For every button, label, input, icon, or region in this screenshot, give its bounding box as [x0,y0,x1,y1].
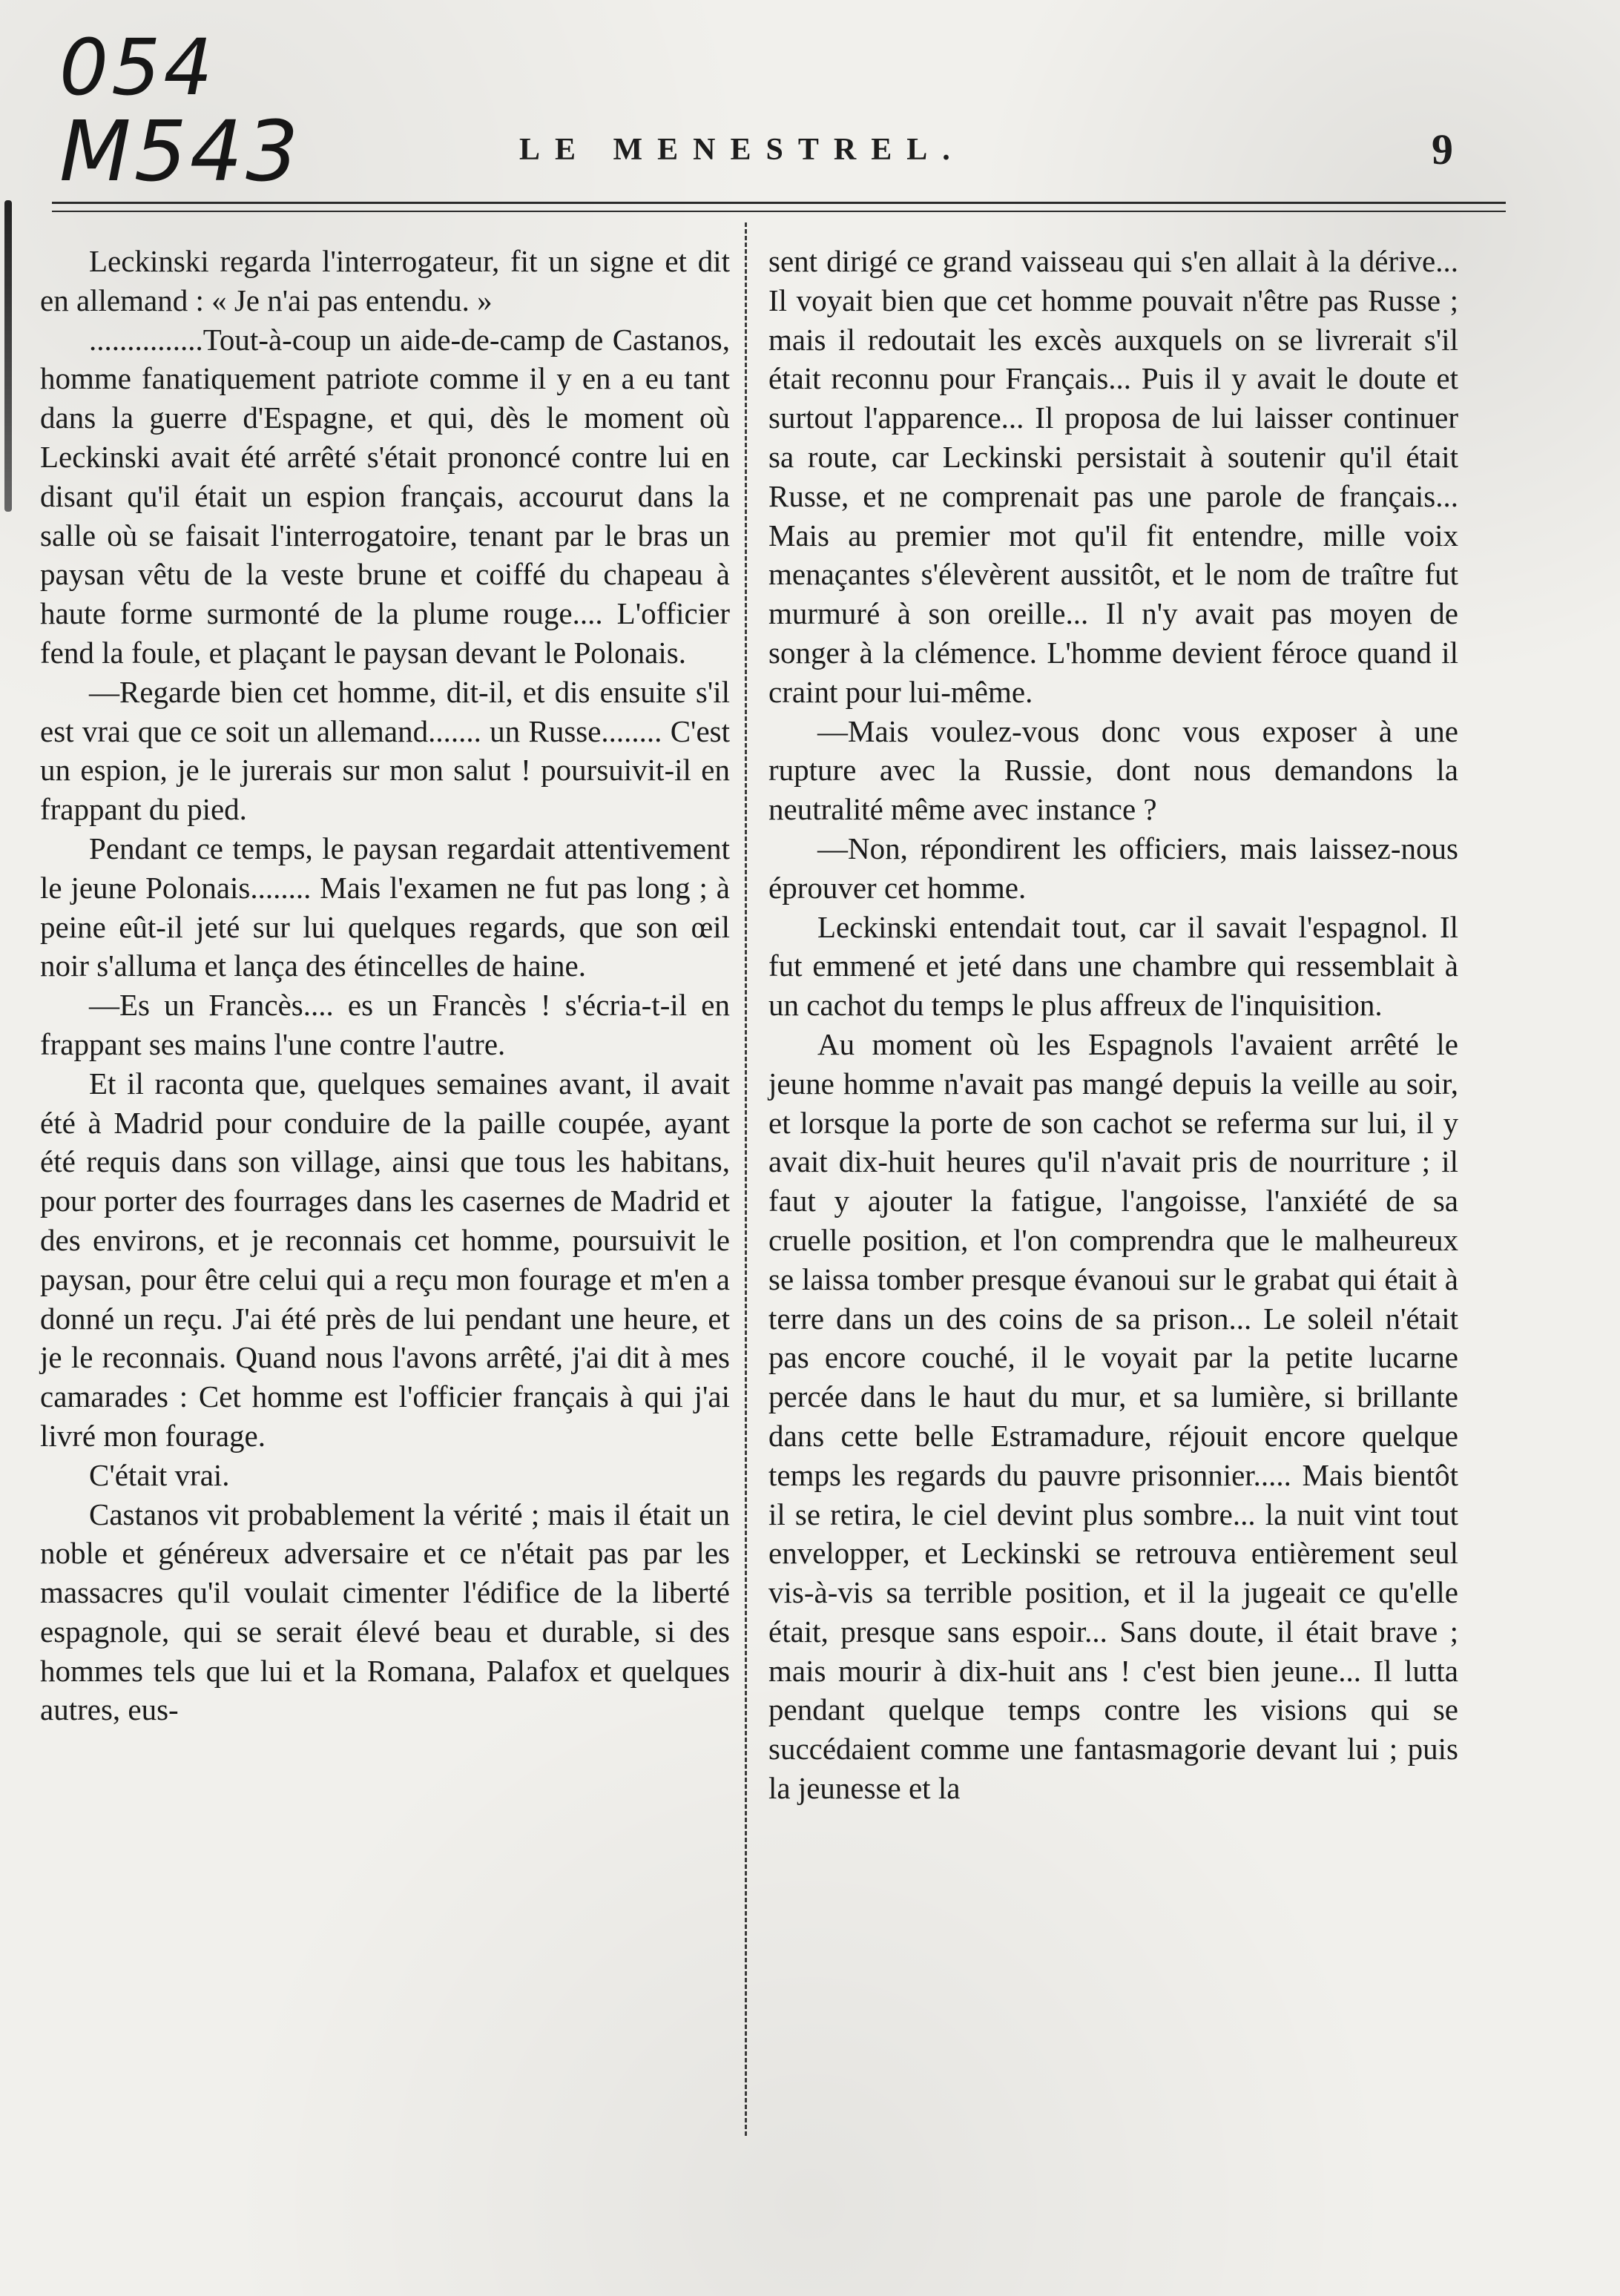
paragraph: —Mais voulez-vous donc vous exposer à une rupture avec la Russie, dont nous demandons la neutralité même avec instance ? [768,713,1458,827]
page-number: 9 [1432,125,1453,174]
paragraph: —Es un Francès.... es un Francès ! s'écria-t-il en frappant ses mains l'une contre l'autre. [40,988,730,1061]
left-column [40,242,730,1729]
paragraph: —Non, répondirent les officiers, mais laissez-nous éprouver cet homme. [768,831,1458,905]
paragraph: Castanos vit probablement la vérité ; mais il était un noble et généreux adversaire et ce n'était pas par les massacres qu'il voulait cimenter l'édifice de la liberté espagnole, qui se serait élevé beau et durable, si des hommes tels que lui et la Romana, Palafox et quelques autres, eus- [40,1497,730,1727]
binding-edge [4,200,12,512]
paragraph: Au moment où les Espagnols l'avaient arrêté le jeune homme n'avait pas mangé depuis la veille au soir, et lorsque la porte de son cachot se referma sur lui, il y avait dix-huit heures qu'il n'avait pris de nourriture ; il faut y ajouter la fatigue, l'angoisse, l'anxiété de sa cruelle position, et l'on comprendra que le malheureux se laissa tomber presque évanoui sur le grabat qui était à terre dans un des coins de sa prison... Le soleil n'était pas encore couché, il le voyait par la petite lucarne percée dans le haut du mur, et sa lumière, si brillante dans cette belle Estramadure, réjouit encore quelque temps les regards du pauvre prisonnier..... Mais bientôt il se retira, le ciel devint plus sombre... la nuit vint tout envelopper, et Leckinski se retrouva entièrement seul vis-à-vis sa terrible position, et il la jugeait ce qu'elle était, presque sans espoir... Sans doute, il était brave ; mais mourir à dix-huit ans ! c'est bien jeune... Il lutta pendant quelque temps contre les visions qui se succédaient comme une fantasmagorie devant lui ; puis la jeunesse et la [768,1026,1458,1806]
paragraph: C'était vrai. [89,1457,230,1492]
paragraph: Et il raconta que, quelques semaines avant, il avait été à Madrid pour conduire de la paille coupée, ayant été requis dans son village, ainsi que tous les habitans, pour porter des fourrages dans les casernes de Madrid et des environs, et je reconnais cet homme, poursuivit le paysan, pour être celui qui a reçu mon fourage et m'en a donné un reçu. J'ai été près de lui pendant une heure, et je le reconnais. Quand nous l'avons arrêté, j'ai dit à mes camarades : Cet homme est l'officier français à qui j'ai livré mon fourage. [40,1066,730,1453]
running-title: LE MENESTREL. [519,133,965,167]
paragraph: —Regarde bien cet homme, dit-il, et dis ensuite s'il est vrai que ce soit un allemand....... un Russe........ C'est un espion, je le jurerais sur mon salut ! poursuivit-il en frappant du pied. [40,674,730,827]
header-rule-thin [52,211,1506,212]
column-separator [745,222,747,2136]
paragraph: Leckinski entendait tout, car il savait l'espagnol. Il fut emmené et jeté dans une chambre qui ressemblait à un cachot du temps le plus affreux de l'inquisition. [768,909,1458,1023]
paragraph: Leckinski regarda l'interrogateur, fit un signe et dit en allemand : « Je n'ai pas entendu. » [40,244,730,317]
header-rule [52,202,1506,204]
paragraph: sent dirigé ce grand vaisseau qui s'en allait à la dérive... Il voyait bien que cet homme pouvait n'être pas Russe ; mais il redoutait les excès auxquels on se livrerait s'il était reconnu pour Français... Puis il y avait le doute et surtout l'apparence... Il proposa de lui laisser continuer sa route, car Leckinski persistait à soutenir qu'il était Russe, et ne comprenait pas une parole de français... Mais au premier mot qu'il fit entendre, mille voix menaçantes s'élevèrent aussitôt, et le nom de traître fut murmuré à son oreille... Il n'y avait pas moyen de songer à la clémence. L'homme devient féroce quand il craint pour lui-même. [768,244,1458,709]
right-column [768,242,1458,1808]
handwritten-catalog-mark: M543 [59,104,302,200]
paragraph: Pendant ce temps, le paysan regardait attentivement le jeune Polonais........ Mais l'examen ne fut pas long ; à peine eût-il jeté sur lui quelques regards, que son œil noir s'alluma et lança des étincelles de haine. [40,831,730,983]
paragraph: ...............Tout-à-coup un aide-de-camp de Castanos, homme fanatiquement patriote comme il y en a eu tant dans la guerre d'Espagne, et qui, dès le moment où Leckinski avait été arrêté s'était prononcé contre lui en disant qu'il était un espion français, accourut dans la salle où se faisait l'interrogatoire, tenant par le bras un paysan vêtu de la veste brune et coiffé du chapeau à haute forme surmonté de la plume rouge.... L'officier fend la foule, et plaçant le paysan devant le Polonais. [40,322,730,670]
handwritten-shelf-number: 054 [59,22,216,113]
